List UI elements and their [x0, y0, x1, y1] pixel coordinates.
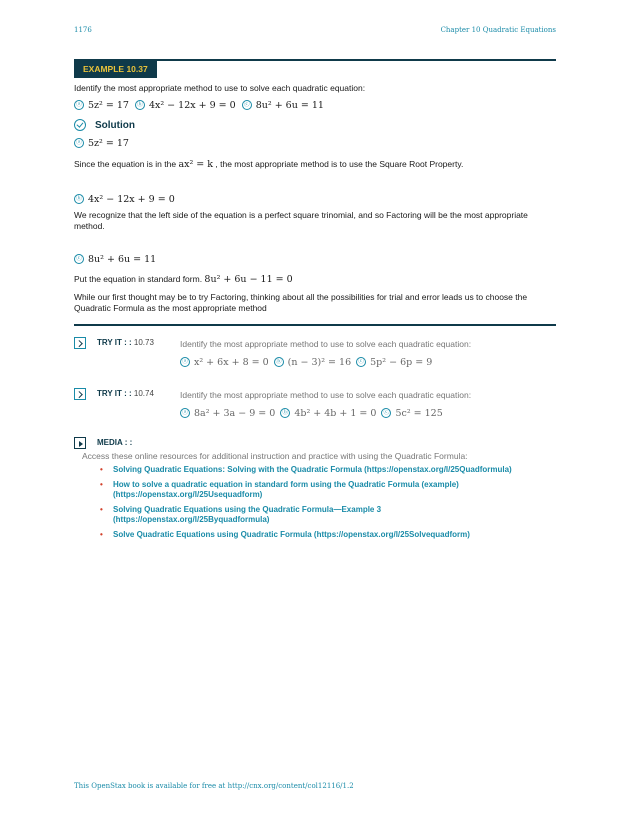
- solution-b-marker: ⓑ: [75, 196, 82, 202]
- solution-c-standard-form: [74, 274, 556, 285]
- try-it-2-part-c-equation: 5c² = 125: [395, 407, 443, 419]
- solution-c-standard-equation: 8u² + 6u − 11 = 0: [204, 274, 293, 285]
- solution-c-equation-row: [74, 252, 162, 266]
- try-it-1-parts: [180, 355, 437, 369]
- solution-c-text: While our first thought may be to try Factoring, thinking about all the possibilities for trial and error leads us to choose the Quadratic Formula as the most appropriate method: [74, 292, 528, 313]
- try-it-1-label: [97, 338, 154, 347]
- solution-b-equation-row: [74, 192, 181, 206]
- example-prompt: Identify the most appropriate method to use to solve each quadratic equation:: [74, 83, 366, 93]
- part-a-equation: 5z² = 17: [88, 99, 129, 111]
- try-it-1-number: 10.73: [133, 338, 154, 347]
- chapter-title: Chapter 10 Quadratic Equations: [440, 26, 556, 34]
- try-it-1-part-b-marker: ⓑ: [275, 359, 282, 365]
- solution-a-equation-row: [74, 136, 135, 150]
- media-label: MEDIA : :: [97, 438, 133, 447]
- solution-a-marker: ⓐ: [75, 140, 82, 146]
- try-it-2-part-b-marker: ⓑ: [282, 410, 289, 416]
- solution-title: Solution: [95, 119, 135, 131]
- try-it-2-arrow-icon[interactable]: [74, 388, 86, 400]
- try-it-2-number: 10.74: [133, 389, 154, 398]
- media-play-icon[interactable]: [74, 437, 86, 449]
- solution-a-equation: 5z² = 17: [88, 137, 129, 149]
- try-it-1-part-c-equation: 5p² − 6p = 9: [370, 356, 433, 368]
- try-it-1-part-a-equation: x² + 6x + 8 = 0: [194, 356, 269, 368]
- running-header: [74, 26, 556, 38]
- check-circle-icon: [74, 119, 86, 131]
- try-it-2-part-c-marker: ⓒ: [383, 410, 390, 416]
- example-bottom-rule: [74, 324, 556, 326]
- page-number: 1176: [74, 26, 92, 34]
- media-link[interactable]: • How to solve a quadratic equation in standard form using the Quadratic Formula (example) (https://openstax.org/l/25Usequadform): [100, 480, 530, 501]
- page-footer: This OpenStax book is available for free at http://cnx.org/content/col12116/1.2: [74, 782, 354, 790]
- part-b-equation: 4x² − 12x + 9 = 0: [148, 99, 236, 111]
- example-parts: [74, 98, 330, 112]
- solution-b-text: We recognize that the left side of the equation is a perfect square trinomial, and so Factoring will be the most appropriate method.: [74, 210, 528, 231]
- solution-b-equation: 4x² − 12x + 9 = 0: [88, 193, 175, 205]
- solution-a-text-after: , the most appropriate method is to use the Square Root Property.: [215, 159, 464, 169]
- solution-a-text-before: Since the equation is in the: [74, 159, 179, 169]
- try-it-2-label: [97, 389, 154, 398]
- media-intro: Access these online resources for additional instruction and practice with using the Quadratic Formula:: [82, 451, 468, 461]
- part-c-marker: ⓒ: [243, 102, 250, 108]
- part-b-marker: ⓑ: [136, 102, 143, 108]
- try-it-1-part-b-equation: (n − 3)² = 16: [287, 356, 352, 368]
- try-it-1-prompt: Identify the most appropriate method to use to solve each quadratic equation:: [180, 339, 472, 349]
- part-c-equation: 8u² + 6u = 11: [255, 99, 324, 111]
- try-it-1-part-c-marker: ⓒ: [358, 359, 365, 365]
- try-it-2-part-a-equation: 8a² + 3a − 9 = 0: [194, 407, 276, 419]
- solution-c-marker: ⓒ: [75, 256, 82, 262]
- media-link-list: [100, 465, 530, 544]
- try-it-2-parts: [180, 406, 448, 420]
- solution-a-form: ax² = k: [178, 159, 214, 170]
- try-it-2-prompt: Identify the most appropriate method to use to solve each quadratic equation:: [180, 390, 472, 400]
- try-it-2-part-b-equation: 4b² + 4b + 1 = 0: [294, 407, 377, 419]
- try-it-2-title: TRY IT : :: [97, 389, 132, 398]
- media-link[interactable]: • Solving Quadratic Equations: Solving with the Quadratic Formula (https://openstax.org/l/25Quadformula): [100, 465, 530, 476]
- try-it-1-part-a-marker: ⓐ: [181, 359, 188, 365]
- media-link[interactable]: • Solving Quadratic Equations using the Quadratic Formula—Example 3 (https://openstax.org/l/25Byquadformula): [100, 505, 530, 526]
- try-it-1-title: TRY IT : :: [97, 338, 132, 347]
- solution-heading: [74, 118, 135, 132]
- media-link[interactable]: • Solve Quadratic Equations using Quadratic Formula (https://openstax.org/l/25Solvequadform): [100, 530, 530, 541]
- solution-c-equation: 8u² + 6u = 11: [88, 253, 157, 265]
- part-a-marker: ⓐ: [75, 102, 82, 108]
- solution-c-text-before: Put the equation in standard form.: [74, 274, 205, 284]
- solution-a-text: [74, 159, 556, 170]
- try-it-1-arrow-icon[interactable]: [74, 337, 86, 349]
- try-it-2-part-a-marker: ⓐ: [181, 410, 188, 416]
- example-label: EXAMPLE 10.37: [74, 61, 157, 78]
